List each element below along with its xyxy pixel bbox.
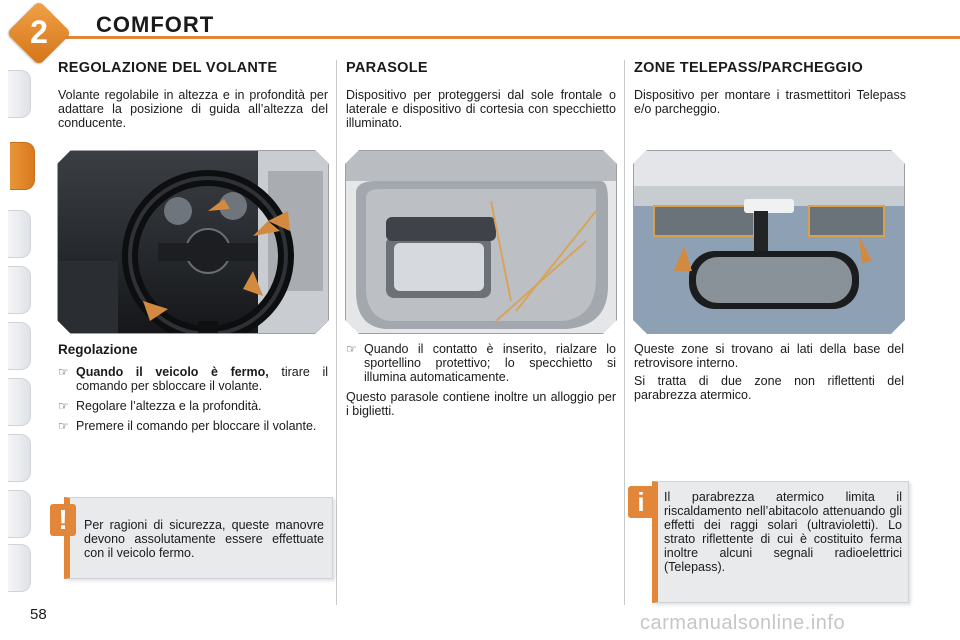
- telepass-zones: Si tratta di due zone non riflettenti del parabrezza atermico.: [634, 374, 904, 402]
- page-header: [0, 0, 960, 52]
- bullet-text: Premere il comando per bloccare il volante.: [76, 419, 317, 433]
- sun-visor-section: [346, 60, 616, 130]
- section-intro: Dispositivo per proteggersi dal sole frontale o laterale e dispositivo di cortesia con specchietto illuminato.: [346, 88, 616, 130]
- chapter-tab[interactable]: [8, 378, 31, 426]
- visor-extra: Questo parasole contiene inoltre un alloggio per i biglietti.: [346, 390, 616, 418]
- bullet-text: Quando il contatto è inserito, rialzare lo sportellino protettivo; lo specchietto si illumina automaticamente.: [364, 342, 616, 384]
- section-heading: REGOLAZIONE DEL VOLANTE: [58, 60, 278, 76]
- chapter-tab-active[interactable]: [10, 142, 35, 190]
- chapter-tab[interactable]: [8, 322, 31, 370]
- warning-icon: !: [50, 504, 76, 536]
- adjustment-section: [58, 342, 328, 439]
- warning-text: Per ragioni di sicurezza, queste manovre devono assolutamente essere effettuate con il veicolo fermo.: [84, 518, 324, 560]
- adjustment-steps: [58, 365, 328, 433]
- telepass-location: Queste zone si trovano ai lati della base del retrovisore interno.: [634, 342, 904, 370]
- pointing-hand-icon: ☞: [346, 342, 357, 356]
- list-item: [58, 419, 328, 433]
- column-divider: [336, 60, 337, 605]
- watermark: carmanualsonline.info: [640, 612, 846, 634]
- column-divider: [624, 60, 625, 605]
- sub-heading: Regolazione: [58, 342, 138, 357]
- sun-visor-photo: [345, 150, 617, 334]
- bullet-text: tirare il comando per sbloccare il volante.: [76, 365, 329, 393]
- bullet-bold: Quando il veicolo è fermo,: [76, 365, 269, 379]
- section-heading: PARASOLE: [346, 60, 428, 76]
- page-title: COMFORT: [96, 12, 215, 37]
- pointing-hand-icon: ☞: [58, 399, 69, 413]
- info-text: Il parabrezza atermico limita il riscaldamento nell’abitacolo attenuando gli effetti dei raggi solari (ultravioletti). Lo strato riflettente di cui è costituito ferma inoltre alcuni segnali radioelettrici (Telepass).: [664, 490, 902, 574]
- visor-steps: [346, 342, 616, 384]
- section-heading: ZONE TELEPASS/PARCHEGGIO: [634, 60, 864, 76]
- chapter-tab[interactable]: [8, 266, 31, 314]
- chapter-tab[interactable]: [8, 210, 31, 258]
- section-intro: Volante regolabile in altezza e in profondità per adattare la posizione di guida all’altezza del conducente.: [58, 88, 328, 130]
- chapter-tab[interactable]: [8, 490, 31, 538]
- sun-visor-details: [346, 342, 616, 418]
- warning-note: [64, 497, 333, 579]
- list-item: [58, 365, 328, 393]
- section-intro: Dispositivo per montare i trasmettitori Telepass e/o parcheggio.: [634, 88, 906, 116]
- chapter-tab[interactable]: [8, 70, 31, 118]
- telepass-section: [634, 60, 906, 116]
- page-number: 58: [30, 606, 47, 623]
- chapter-tabs: [0, 60, 36, 580]
- list-item: [346, 342, 616, 384]
- chapter-tab[interactable]: [8, 544, 31, 592]
- info-icon: i: [628, 486, 654, 518]
- telepass-details: [634, 342, 904, 402]
- mirror-photo: [633, 150, 905, 334]
- chapter-tab[interactable]: [8, 434, 31, 482]
- chapter-number: 2: [30, 14, 48, 50]
- list-item: [58, 399, 328, 413]
- info-note: [652, 481, 909, 603]
- pointing-hand-icon: ☞: [58, 365, 69, 379]
- pointing-hand-icon: ☞: [58, 419, 69, 433]
- steering-wheel-photo: [57, 150, 329, 334]
- bullet-text: Regolare l’altezza e la profondità.: [76, 399, 262, 413]
- steering-section: [58, 60, 328, 130]
